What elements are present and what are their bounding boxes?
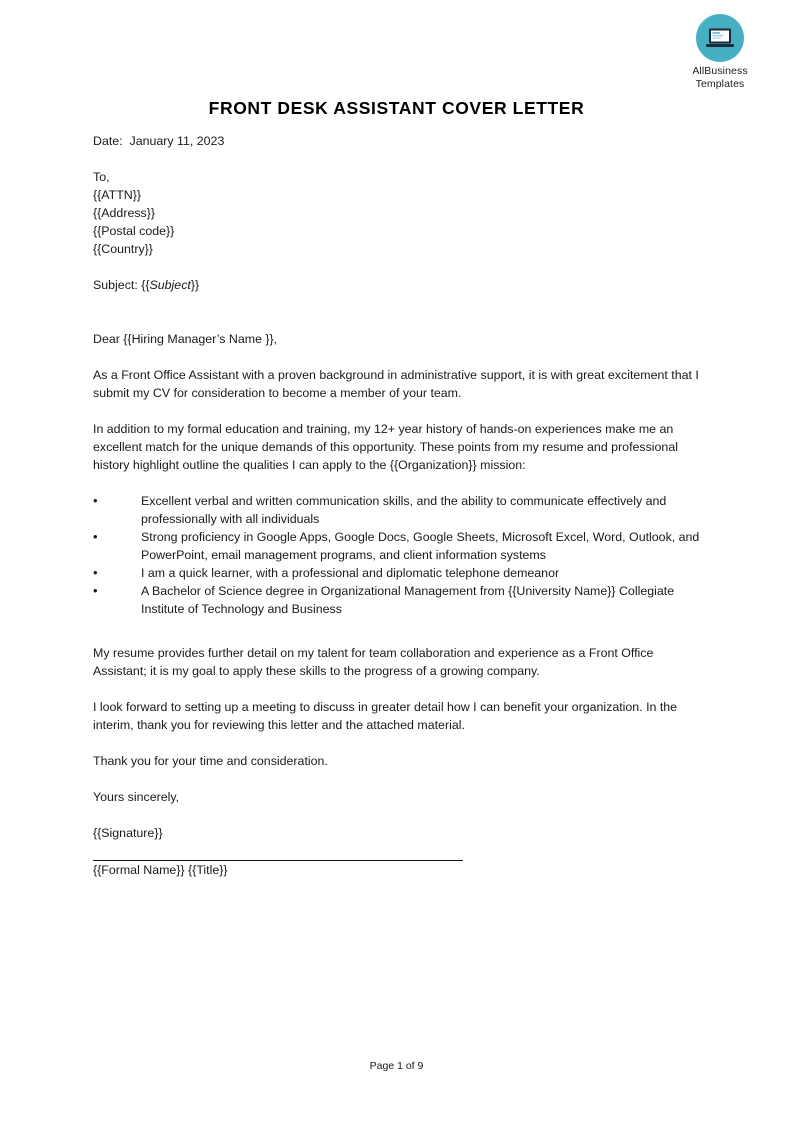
brand-logo bbox=[672, 14, 768, 90]
page-title: FRONT DESK ASSISTANT COVER LETTER bbox=[208, 98, 585, 118]
list-item bbox=[93, 528, 703, 564]
bullet-icon: • bbox=[93, 565, 98, 580]
subject-prefix: Subject: {{ bbox=[93, 278, 150, 292]
list-item-text: Excellent verbal and written communication skills, and the ability to communicate effectively and professionally with all individuals bbox=[141, 494, 667, 526]
paragraph-5: Thank you for your time and consideration. bbox=[93, 754, 328, 768]
paragraph-1: As a Front Office Assistant with a proven background in administrative support, it is with great excitement that I submit my CV for consideration to become a member of your team. bbox=[93, 368, 699, 400]
paragraph-3: My resume provides further detail on my talent for team collaboration and experience as a Front Office Assistant; it is my goal to apply these skills to the progress of a growing company. bbox=[93, 646, 654, 678]
recipient-attn: {{ATTN}} bbox=[93, 188, 141, 202]
list-item-text: Strong proficiency in Google Apps, Google Docs, Google Sheets, Microsoft Excel, Word, Outlook, and PowerPoint, email management programs, and client information systems bbox=[141, 530, 700, 562]
bullet-icon: • bbox=[93, 493, 98, 508]
logo-mark bbox=[696, 14, 744, 62]
brand-line-1: AllBusiness bbox=[692, 65, 748, 77]
recipient-postal-code: {{Postal code}} bbox=[93, 224, 175, 238]
brand-line-2: Templates bbox=[695, 77, 745, 90]
subject-placeholder: Subject bbox=[149, 278, 191, 292]
greeting-line: Dear {{Hiring Manager’s Name }}, bbox=[93, 332, 278, 346]
signer-name-title: {{Formal Name}} {{Title}} bbox=[93, 863, 228, 877]
letter-body bbox=[93, 132, 703, 879]
recipient-address: {{Address}} bbox=[93, 206, 156, 220]
recipient-country: {{Country}} bbox=[93, 242, 153, 256]
bullet-icon: • bbox=[93, 529, 98, 544]
brand-wordmark bbox=[672, 65, 768, 90]
page-footer: Page 1 of 9 bbox=[369, 1060, 424, 1072]
closing-line: Yours sincerely, bbox=[93, 790, 180, 804]
list-item bbox=[93, 492, 703, 528]
bullet-icon: • bbox=[93, 583, 98, 598]
list-item-text: I am a quick learner, with a professional and diplomatic telephone demeanor bbox=[141, 566, 560, 580]
qualifications-list bbox=[93, 492, 703, 618]
list-item bbox=[93, 564, 703, 582]
date-line: Date: January 11, 2023 bbox=[93, 134, 225, 148]
paragraph-2: In addition to my formal education and training, my 12+ year history of hands-on experiences make me an excellent match for the unique demands of this opportunity. These points from my resume and professional history highlight outline the qualities I can apply to the {{Organization}} mission: bbox=[93, 422, 678, 472]
signature-placeholder: {{Signature}} bbox=[93, 826, 163, 840]
recipient-salutation: To, bbox=[93, 170, 110, 184]
laptop-icon bbox=[705, 27, 735, 49]
subject-suffix: }} bbox=[190, 278, 200, 292]
paragraph-4: I look forward to setting up a meeting to discuss in greater detail how I can benefit your organization. In the interim, thank you for reviewing this letter and the attached material. bbox=[93, 700, 678, 732]
subject-line bbox=[93, 276, 703, 294]
list-item-text: A Bachelor of Science degree in Organizational Management from {{University Name}} Collegiate Institute of Technology and Business bbox=[141, 584, 675, 616]
list-item bbox=[93, 582, 703, 618]
